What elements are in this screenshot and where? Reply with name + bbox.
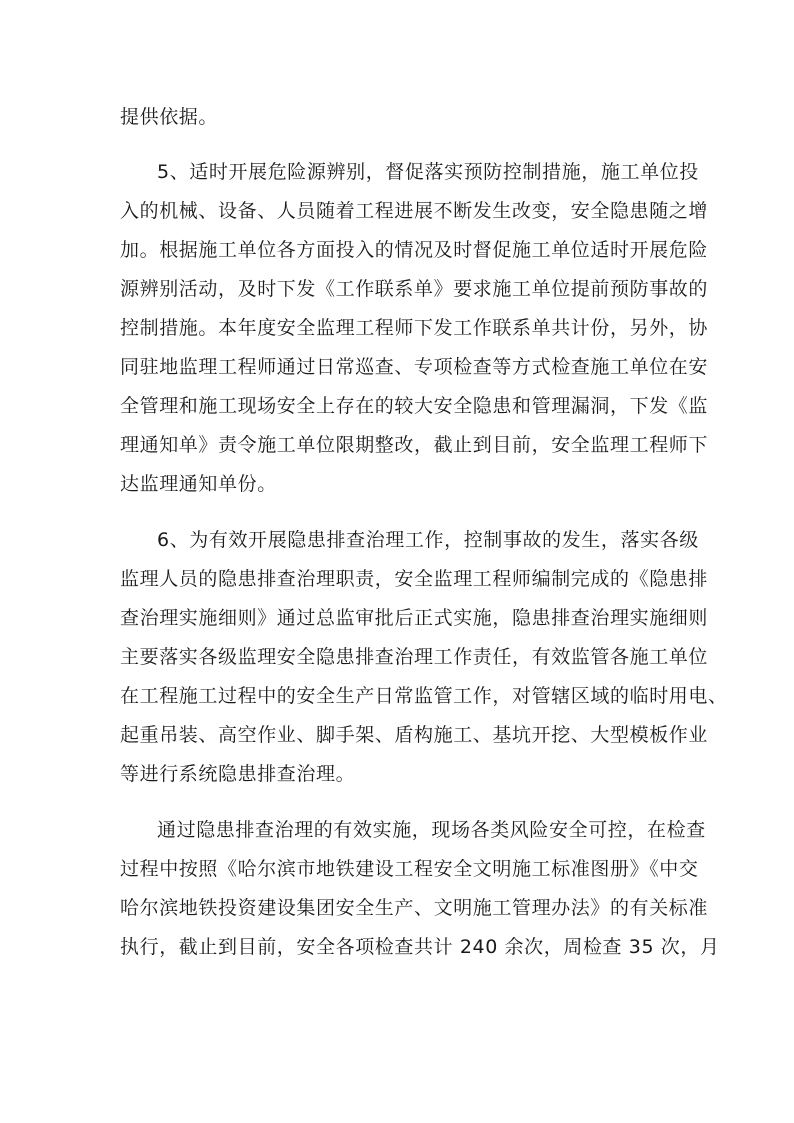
text-line: 在工程施工过程中的安全生产日常监管工作，对管辖区域的临时用电、 — [120, 685, 728, 707]
text-line: 全管理和施工现场安全上存在的较大安全隐患和管理漏洞，下发《监 — [120, 395, 709, 417]
text-line: 加。根据施工单位各方面投入的情况及时督促施工单位适时开展危险 — [120, 239, 709, 261]
text-line: 达监理通知单份。 — [120, 473, 277, 495]
text-line: 主要落实各级监理安全隐患排查治理工作责任，有效监管各施工单位 — [120, 646, 709, 668]
text-line: 等进行系统隐患排查治理。 — [120, 763, 356, 785]
text-line: 5、适时开展危险源辨别，督促落实预防控制措施，施工单位投 — [157, 161, 699, 183]
text-line: 执行，截止到目前，安全各项检查共计 240 余次，周检查 35 次，月 — [120, 936, 720, 958]
text-line: 源辨别活动，及时下发《工作联系单》要求施工单位提前预防事故的 — [120, 278, 709, 300]
text-line: 查治理实施细则》通过总监审批后正式实施，隐患排查治理实施细则 — [120, 607, 709, 629]
text-line: 过程中按照《哈尔滨市地铁建设工程安全文明施工标准图册》《中交 — [120, 858, 699, 880]
text-line: 控制措施。本年度安全监理工程师下发工作联系单共计份，另外，协 — [120, 317, 709, 339]
text-line: 监理人员的隐患排查治理职责，安全监理工程师编制完成的《隐患排 — [120, 568, 709, 590]
text-line: 同驻地监理工程师通过日常巡查、专项检查等方式检查施工单位在安 — [120, 356, 709, 378]
text-line: 入的机械、设备、人员随着工程进展不断发生改变，安全隐患随之增 — [120, 200, 709, 222]
text-line: 6、为有效开展隐患排查治理工作，控制事故的发生，落实各级 — [157, 529, 699, 551]
text-line: 通过隐患排查治理的有效实施，现场各类风险安全可控，在检查 — [157, 819, 706, 841]
text-line: 提供依据。 — [120, 106, 219, 128]
text-line: 理通知单》责令施工单位限期整改，截止到目前，安全监理工程师下 — [120, 434, 709, 456]
text-line: 起重吊装、高空作业、脚手架、盾构施工、基坑开挖、大型模板作业 — [120, 724, 709, 746]
text-line: 哈尔滨地铁投资建设集团安全生产、文明施工管理办法》的有关标准 — [120, 897, 709, 919]
